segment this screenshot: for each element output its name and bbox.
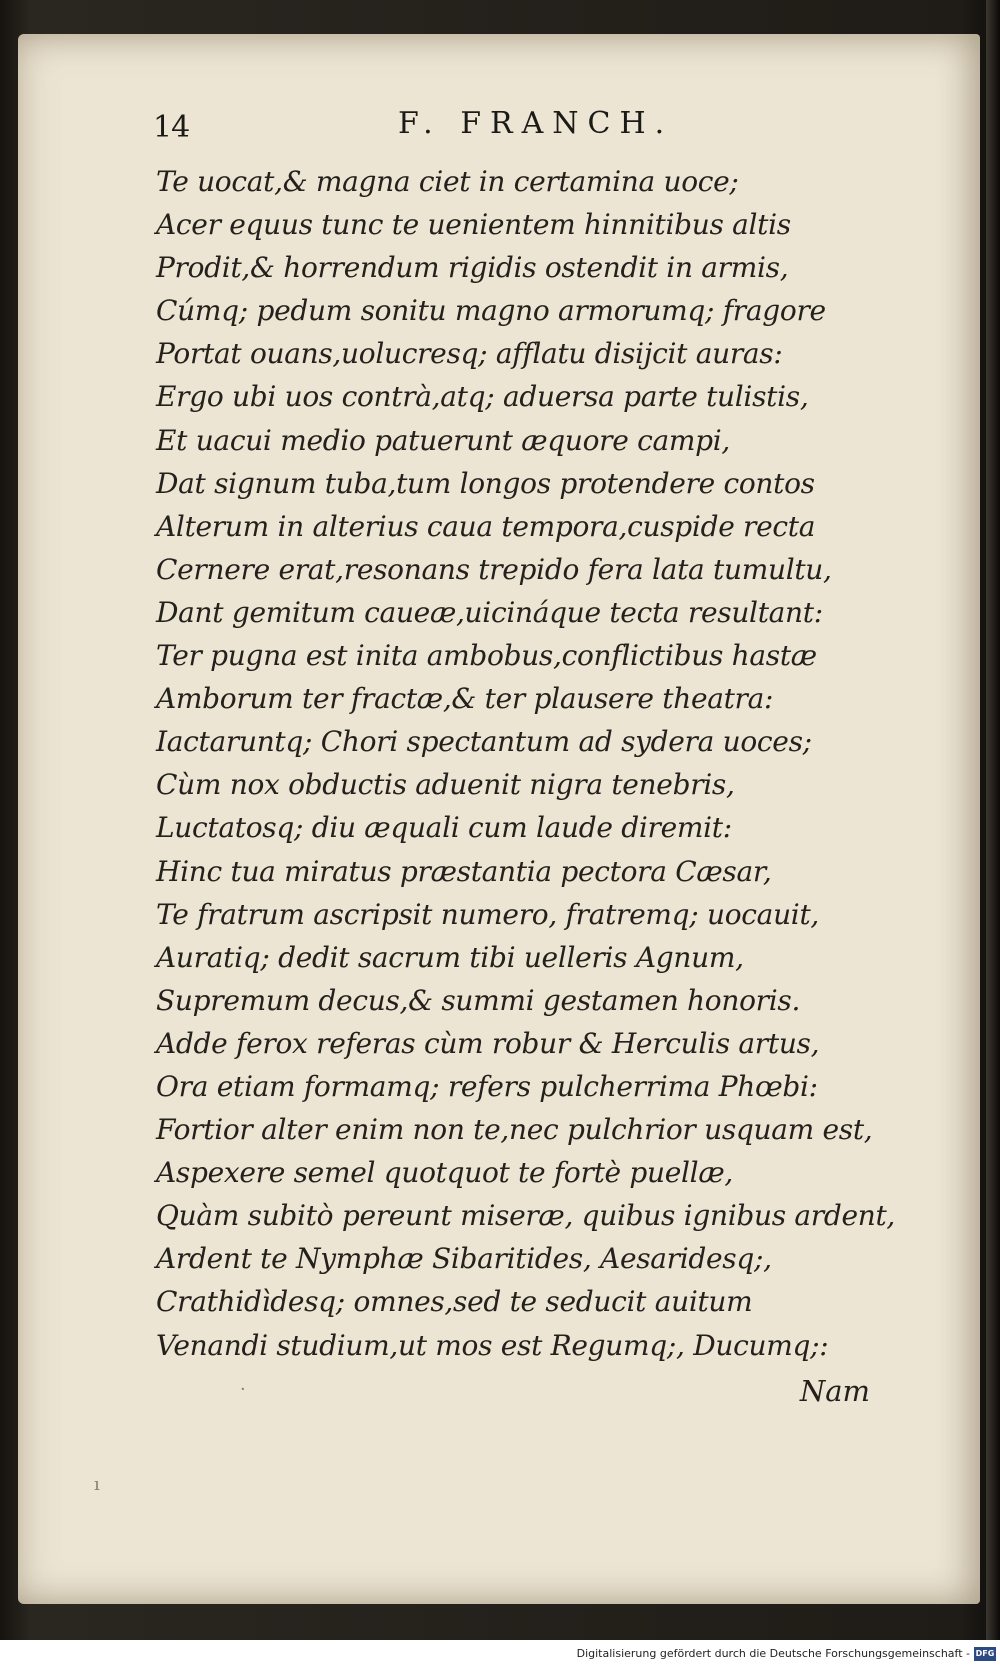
verse-line: Dant gemitum caueæ,uicináque tecta resultant: xyxy=(156,595,823,629)
verse-line: Ardent te Nymphæ Sibaritides, Aesaridesq;, xyxy=(156,1242,772,1276)
verse-line: Te uocat,& magna ciet in certamina uoce; xyxy=(156,165,739,198)
verse-line: Auratiq; dedit sacrum tibi uelleris Agnum, xyxy=(156,940,744,974)
paper-speck: ı xyxy=(94,1474,100,1495)
verse-line: Acer equus tunc te uenientem hinnitibus altis xyxy=(156,208,791,242)
verse-line: Amborum ter fractæ,& ter plausere theatra: xyxy=(156,682,774,716)
verse-line: Hinc tua miratus præstantia pectora Cæsar, xyxy=(156,854,772,888)
running-head: F. FRANCH. xyxy=(398,106,674,141)
book-page xyxy=(18,34,980,1604)
verse-line: Supremum decus,& summi gestamen honoris. xyxy=(156,983,801,1017)
verse-line: Te fratrum ascripsit numero, fratremq; uocauit, xyxy=(156,897,820,931)
digitization-footer xyxy=(0,1640,1000,1670)
verse-text xyxy=(156,160,956,1367)
verse-line: Iactaruntq; Chori spectantum ad sydera uoces; xyxy=(156,725,812,759)
page-header xyxy=(18,106,980,146)
verse-line: Et uacui medio patuerunt æquore campi, xyxy=(156,423,731,457)
verse-line: Cùm nox obductis aduenit nigra tenebris, xyxy=(156,768,735,802)
verse-line: Cúmq; pedum sonitu magno armorumq; fragore xyxy=(156,294,826,328)
verse-line: Portat ouans,uolucresq; afflatu disijcit auras: xyxy=(156,337,783,371)
book-edge xyxy=(986,0,1000,1640)
verse-line: Cernere erat,resonans trepido fera lata tumultu, xyxy=(156,552,832,586)
verse-line: Aspexere semel quotquot te fortè puellæ, xyxy=(156,1156,733,1190)
verse-line: Adde ferox referas cùm robur & Herculis artus, xyxy=(156,1026,820,1060)
page-number: 14 xyxy=(153,110,190,145)
paper-speck: · xyxy=(240,1379,246,1400)
verse-line: Ter pugna est inita ambobus,conflictibus hastæ xyxy=(156,639,817,673)
verse-line: Dat signum tuba,tum longos protendere contos xyxy=(156,466,815,500)
verse-line: Prodit,& horrendum rigidis ostendit in armis, xyxy=(156,251,789,285)
verse-line: Quàm subitò pereunt miseræ, quibus ignibus ardent, xyxy=(156,1199,896,1233)
digitization-credit: Digitalisierung gefördert durch die Deutsche Forschungsgemeinschaft - xyxy=(576,1647,970,1660)
verse-line: Alterum in alterius caua tempora,cuspide recta xyxy=(156,509,816,543)
verse-line: Venandi studium,ut mos est Regumq;, Ducumq;: xyxy=(156,1328,829,1362)
verse-line: Ergo ubi uos contrà,atq; aduersa parte tulistis, xyxy=(156,380,809,414)
catchword: Nam xyxy=(799,1374,870,1408)
verse-line: Luctatosq; diu æquali cum laude diremit: xyxy=(156,811,732,845)
verse-line: Ora etiam formamq; refers pulcherrima Phœbi: xyxy=(156,1069,818,1103)
verse-line: Fortior alter enim non te,nec pulchrior usquam est, xyxy=(156,1113,873,1147)
verse-line: Crathidìdesq; omnes,sed te seducit auitum xyxy=(156,1285,753,1319)
dfg-logo: DFG xyxy=(974,1647,996,1661)
